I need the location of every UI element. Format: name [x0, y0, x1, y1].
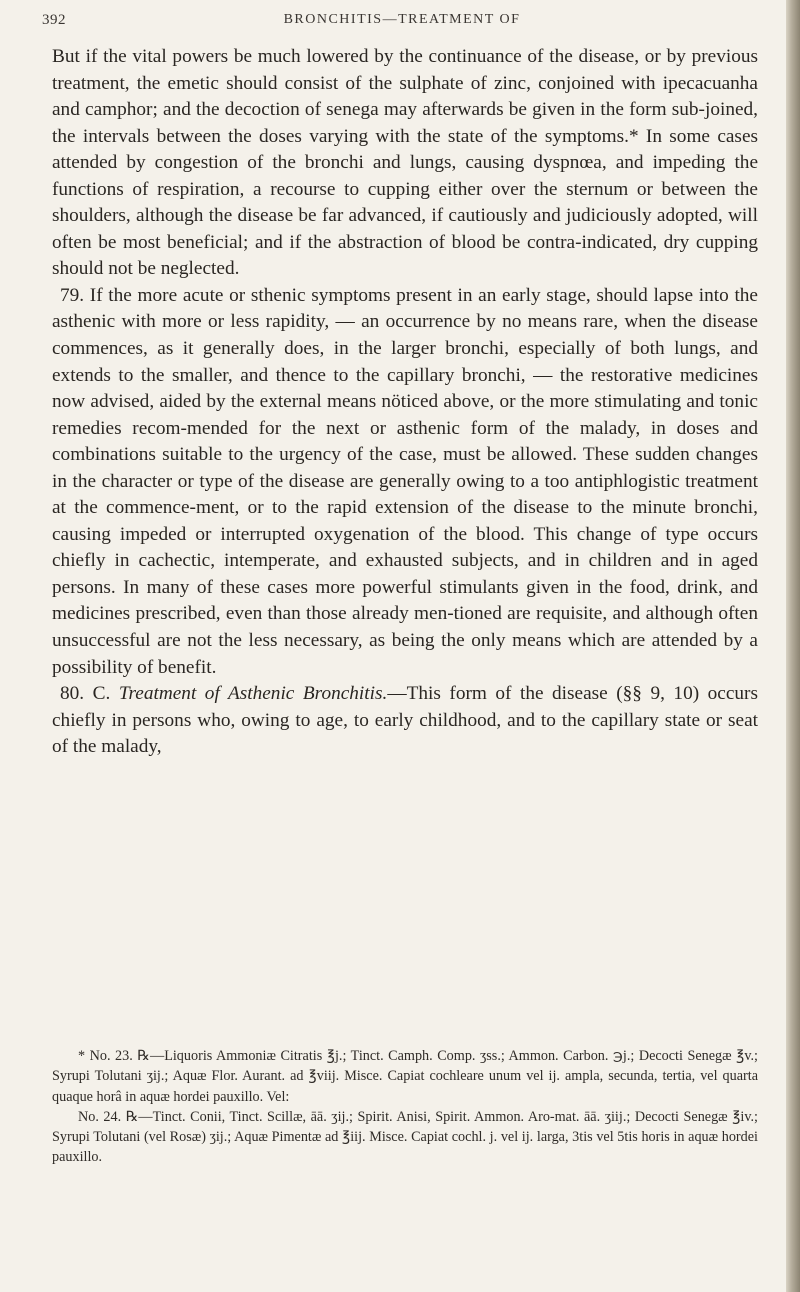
footnotes — [52, 1046, 758, 1168]
page-header — [42, 12, 762, 36]
section-heading-asthenic: Treatment of Asthenic Bronchitis. — [118, 683, 388, 705]
paragraph-80 — [52, 681, 758, 761]
page-number: 392 — [42, 12, 66, 28]
page-edge-shadow — [786, 0, 800, 1292]
paragraph-1: But if the vital powers be much lowered by the continuance of the disease, or by previous treatment, the emetic should consist of the sulphate of zinc, conjoined with ipecacuanha and camphor; and the decoction of senega may afterwards be given in the form sub-joined, the intervals between the doses varying with the state of the symptoms.* In some cases attended by congestion of the bronchi and lungs, causing dyspnœa, and impeding the functions of respiration, a recourse to cupping either over the sternum or between the shoulders, although the disease be far advanced, if cautiously and judiciously adopted, will often be most beneficial; and if the abstraction of blood be contra-indicated, dry cupping should not be neglected. — [52, 46, 758, 280]
paragraph-80-number: 80. C. — [60, 683, 119, 705]
footnote-no-23: * No. 23. ℞—Liquoris Ammoniæ Citratis ℥j.; Tinct. Camph. Comp. ʒss.; Ammon. Carbon. ℈j.; Decocti Senegæ ℥v.; Syrupi Tolutani ʒij.; Aquæ Flor. Aurant. ad ℥viij. Misce. Capiat cochleare unum vel ij. ampla, secunda, tertia, vel quarta quaque horâ in aquæ hordei pauxillo. Vel: — [52, 1048, 758, 1105]
paragraph-80-text: —This form of the disease (§§ 9, 10) occurs chiefly in persons who, owing to age, to early childhood, and to the capillary state or seat of the malady, — [52, 683, 758, 758]
footnote-no-24: No. 24. ℞—Tinct. Conii, Tinct. Scillæ, āā. ʒij.; Spirit. Anisi, Spirit. Ammon. Aro-mat. āā. ʒiij.; Decocti Senegæ ℥iv.; Syrupi Tolutani (vel Rosæ) ʒij.; Aquæ Pimentæ ad ℥iij. Misce. Capiat cochl. j. vel ij. larga, 3tis vel 5tis horis in aquæ hordei pauxillo. — [52, 1108, 758, 1166]
running-head: BRONCHITIS—TREATMENT OF — [283, 12, 521, 27]
paragraph-79: 79. If the more acute or sthenic symptoms present in an early stage, should lapse into the asthenic with more or less rapidity, — an occurrence by no means rare, when the disease commences, as it generally does, in the larger bronchi, especially of both lungs, and extends to the smaller, and thence to the capillary bronchi, — the restorative medicines now advised, aided by the external means nöticed above, or the more stimulating and tonic remedies recom-mended for the next or asthenic form of the malady, in doses and combinations suitable to the urgency of the case, must be allowed. These sudden changes in the character or type of the disease are generally owing to a too antiphlogistic treatment at the commence-ment, or to the rapid extension of the disease to the minute bronchi, causing impeded or interrupted oxygenation of the blood. This change of type occurs chiefly in cachectic, intemperate, and exhausted subjects, and in children and in aged persons. In many of these cases more powerful stimulants given in the food, drink, and medicines prescribed, even than those already men-tioned are requisite, and although often unsuccessful are not the less necessary, as being the only means which are attended by a possibility of benefit. — [52, 284, 758, 678]
body-text — [52, 44, 758, 761]
